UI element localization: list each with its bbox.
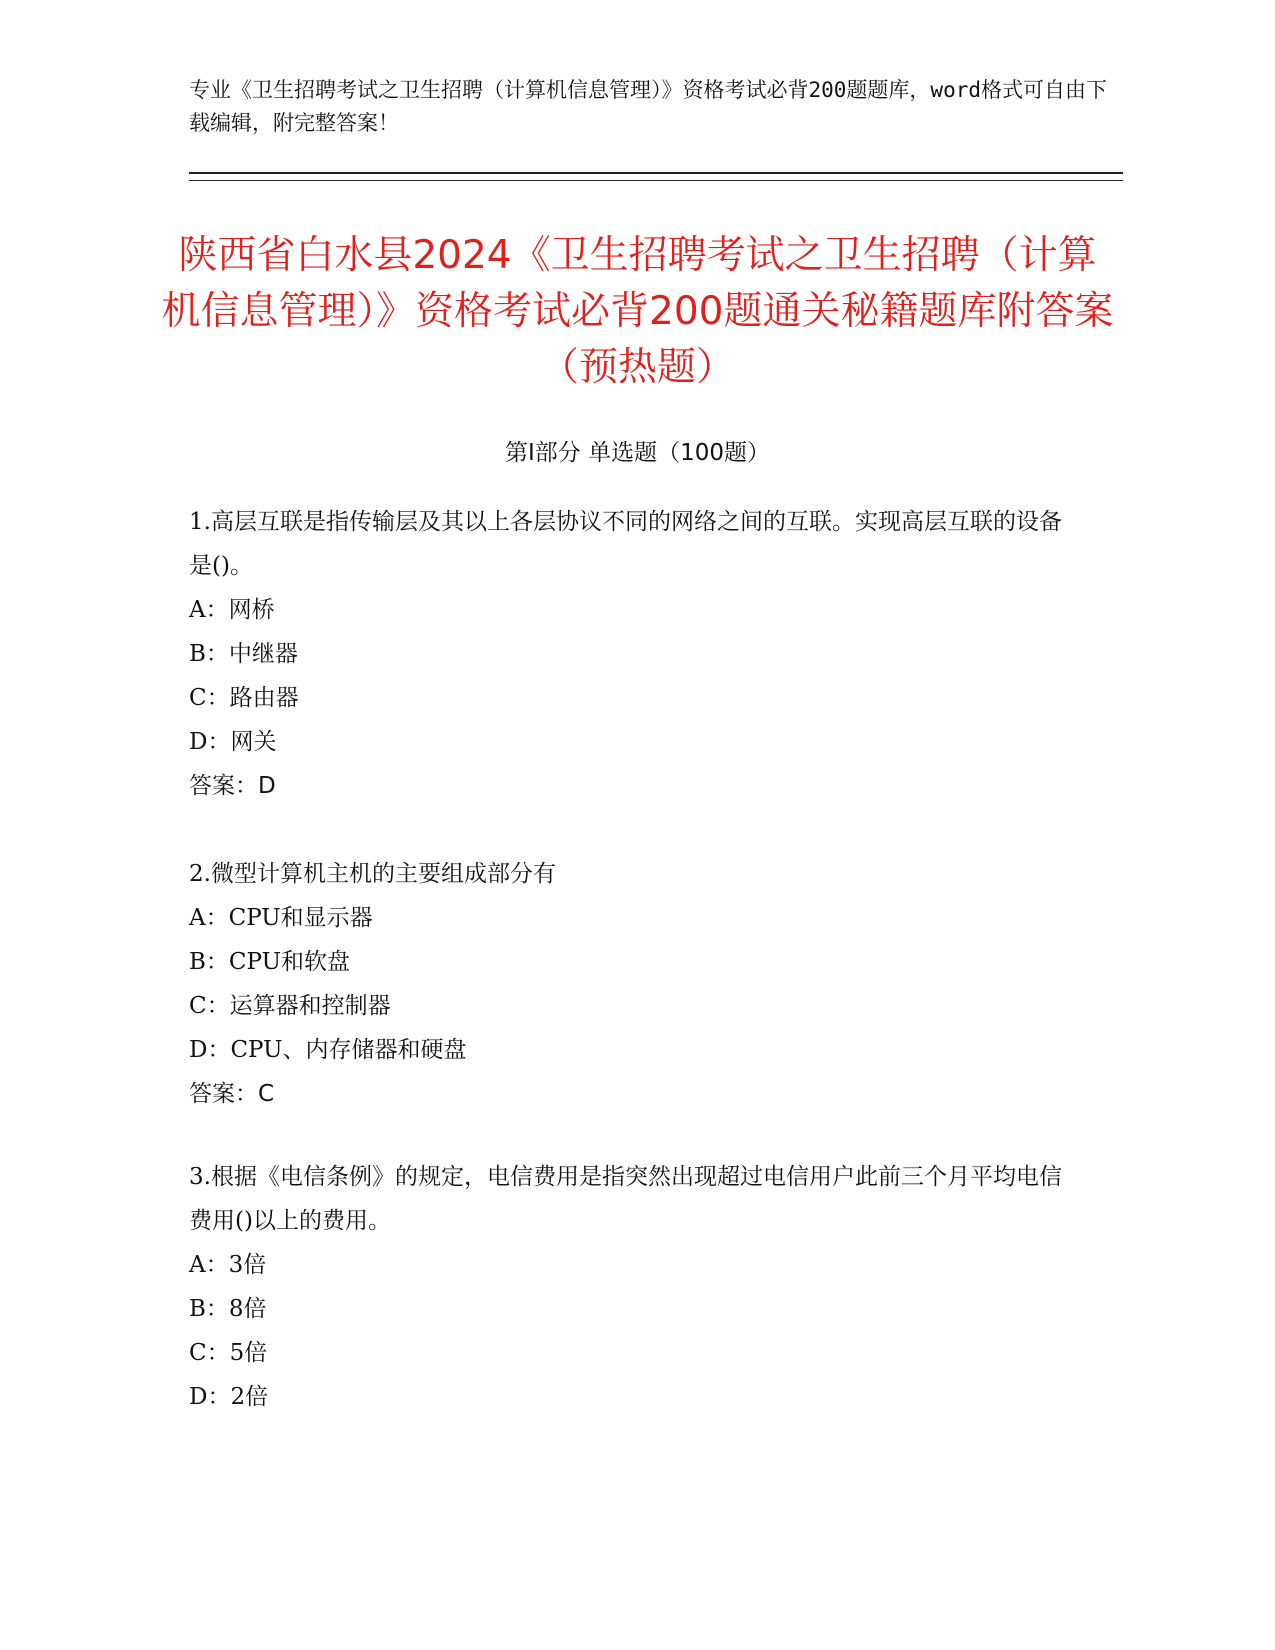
section-heading: 第Ⅰ部分 单选题（100题） — [505, 440, 770, 466]
option-d: D：网关 — [189, 729, 277, 755]
option-c: C：路由器 — [189, 685, 299, 711]
intro-text: 专业《卫生招聘考试之卫生招聘（计算机信息管理）》资格考试必背200题题库，word格式可自由下载编辑，附完整答案！ — [189, 78, 1107, 135]
option-d: D：CPU、内存储器和硬盘 — [189, 1037, 467, 1063]
header-rule-thick — [189, 172, 1123, 174]
answer: 答案：C — [189, 1081, 275, 1107]
question-stem: 1.高层互联是指传输层及其以上各层协议不同的网络之间的互联。实现高层互联的设备是()。 — [189, 509, 1062, 579]
question-stem: 3.根据《电信条例》的规定，电信费用是指突然出现超过电信用户此前三个月平均电信费用()以上的费用。 — [189, 1164, 1062, 1234]
option-c: C：运算器和控制器 — [189, 993, 391, 1019]
option-d: D：2倍 — [189, 1384, 269, 1410]
header-rule-thin — [189, 180, 1123, 181]
option-b: B：8倍 — [189, 1296, 267, 1322]
option-c: C：5倍 — [189, 1340, 268, 1366]
option-b: B：中继器 — [189, 641, 298, 667]
answer: 答案：D — [189, 773, 276, 799]
document-title: 陕西省白水县2024《卫生招聘考试之卫生招聘（计算机信息管理）》资格考试必背200题通关秘籍题库附答案（预热题） — [161, 233, 1114, 390]
option-a: A：3倍 — [189, 1252, 267, 1278]
question-stem: 2.微型计算机主机的主要组成部分有 — [189, 861, 556, 887]
option-b: B：CPU和软盘 — [189, 949, 350, 975]
question-2 — [189, 852, 1069, 1116]
question-3 — [189, 1155, 1069, 1419]
option-a: A：网桥 — [189, 597, 275, 623]
question-1 — [189, 500, 1069, 808]
option-a: A：CPU和显示器 — [189, 905, 373, 931]
